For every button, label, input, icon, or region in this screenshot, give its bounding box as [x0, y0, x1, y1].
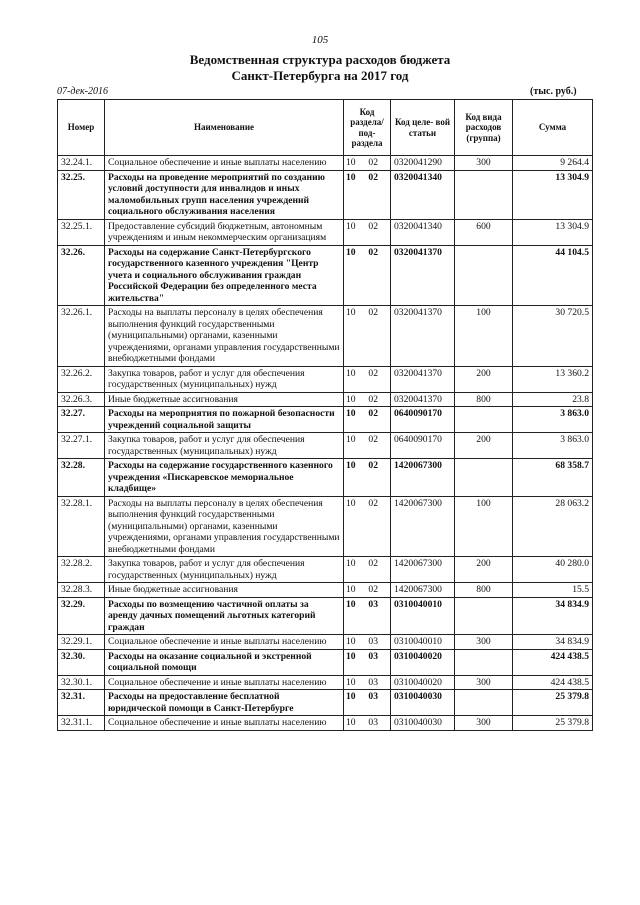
row-number: 32.26.1. [58, 306, 105, 367]
row-number: 32.27. [58, 407, 105, 433]
row-section-code [344, 366, 391, 392]
table-row [58, 716, 593, 731]
table-body [58, 156, 593, 731]
row-number: 32.24.1. [58, 156, 105, 171]
row-section-code [344, 649, 391, 675]
section-code: 10 [346, 246, 356, 258]
row-section-code [344, 170, 391, 219]
row-expense-type [455, 649, 513, 675]
row-expense-type: 800 [455, 392, 513, 407]
subsection-code: 02 [368, 460, 378, 471]
row-section-code [344, 306, 391, 367]
row-name: Социальное обеспечение и иные выплаты населению [105, 675, 344, 690]
row-sum: 3 863.0 [513, 407, 593, 433]
header-expense-type: Код вида расходов (группа) [455, 100, 513, 156]
row-target-code: 0320041370 [391, 245, 455, 306]
row-section-code [344, 690, 391, 716]
row-section-code [344, 496, 391, 557]
row-expense-type [455, 170, 513, 219]
table-row [58, 690, 593, 716]
section-code: 10 [346, 650, 356, 662]
row-sum: 30 720.5 [513, 306, 593, 367]
subsection-code: 03 [368, 676, 378, 688]
row-target-code: 0640090170 [391, 407, 455, 433]
row-sum: 40 280.0 [513, 557, 593, 583]
table-row [58, 496, 593, 557]
row-sum: 13 360.2 [513, 366, 593, 392]
row-number: 32.30.1. [58, 675, 105, 690]
row-section-code [344, 219, 391, 245]
table-row [58, 675, 593, 690]
row-name: Расходы на содержание Санкт-Петербургского государственного казенного учреждения "Центр учета и социального обслуживания граждан Российской Федерации без определенного места жительства" [105, 245, 344, 306]
row-sum: 3 863.0 [513, 433, 593, 459]
section-code: 10 [346, 367, 356, 379]
row-target-code: 0320041290 [391, 156, 455, 171]
row-name: Расходы по возмещению частичной оплаты за аренду дачных помещений льготных категорий граждан [105, 597, 344, 635]
subsection-code: 03 [368, 717, 378, 728]
table-row [58, 583, 593, 598]
row-name: Расходы на выплаты персоналу в целях обеспечения выполнения функций государственными (муниципальными) органами, казенными учреждениями, органами управления государственными внебюджетными фондами [105, 496, 344, 557]
row-number: 32.28.2. [58, 557, 105, 583]
row-name: Расходы на проведение мероприятий по созданию условий доступности для инвалидов и иных маломобильных групп населения учреждений социального обслуживания населения [105, 170, 344, 219]
row-target-code: 0320041340 [391, 219, 455, 245]
table-row [58, 219, 593, 245]
row-sum: 25 379.8 [513, 690, 593, 716]
row-target-code: 0320041370 [391, 366, 455, 392]
row-number: 32.27.1. [58, 433, 105, 459]
table-row [58, 557, 593, 583]
row-target-code: 0310040020 [391, 649, 455, 675]
row-target-code: 0310040030 [391, 716, 455, 731]
row-number: 32.31. [58, 690, 105, 716]
row-expense-type [455, 245, 513, 306]
row-name: Расходы на выплаты персоналу в целях обеспечения выполнения функций государственными (муниципальными) органами, казенными учреждениями, органами управления государственными внебюджетными фондами [105, 306, 344, 367]
subsection-code: 02 [368, 497, 378, 509]
row-number: 32.30. [58, 649, 105, 675]
table-row [58, 392, 593, 407]
row-section-code [344, 245, 391, 306]
subsection-code: 02 [368, 171, 378, 183]
row-section-code [344, 407, 391, 433]
section-code: 10 [346, 497, 356, 509]
row-expense-type: 800 [455, 583, 513, 598]
section-code: 10 [346, 691, 356, 702]
table-row [58, 635, 593, 650]
table-row [58, 649, 593, 675]
section-code: 10 [346, 717, 356, 728]
row-sum: 28 063.2 [513, 496, 593, 557]
row-expense-type: 100 [455, 496, 513, 557]
row-name: Расходы на оказание социальной и экстренной социальной помощи [105, 649, 344, 675]
table-row [58, 459, 593, 497]
row-sum: 9 264.4 [513, 156, 593, 171]
table-row [58, 433, 593, 459]
row-name: Иные бюджетные ассигнования [105, 583, 344, 598]
row-number: 32.25.1. [58, 219, 105, 245]
budget-table [57, 99, 593, 731]
row-sum: 44 104.5 [513, 245, 593, 306]
table-row [58, 306, 593, 367]
header-target-code: Код целе- вой статьи [391, 100, 455, 156]
document-title [0, 52, 640, 84]
section-code: 10 [346, 307, 356, 318]
section-code: 10 [346, 220, 356, 232]
row-name: Социальное обеспечение и иные выплаты населению [105, 635, 344, 650]
row-number: 32.26. [58, 245, 105, 306]
row-expense-type: 600 [455, 219, 513, 245]
row-sum: 13 304.9 [513, 219, 593, 245]
subsection-code: 03 [368, 598, 378, 610]
section-code: 10 [346, 598, 356, 610]
row-expense-type: 100 [455, 306, 513, 367]
row-section-code [344, 459, 391, 497]
subsection-code: 02 [368, 246, 378, 258]
title-line-2: Санкт-Петербурга на 2017 год [231, 68, 409, 83]
table-row [58, 597, 593, 635]
row-sum: 13 304.9 [513, 170, 593, 219]
subsection-code: 02 [368, 558, 378, 569]
row-expense-type [455, 407, 513, 433]
row-section-code [344, 557, 391, 583]
row-name: Иные бюджетные ассигнования [105, 392, 344, 407]
row-target-code: 0320041370 [391, 392, 455, 407]
row-sum: 15.5 [513, 583, 593, 598]
row-target-code: 0310040020 [391, 675, 455, 690]
row-expense-type [455, 597, 513, 635]
section-code: 10 [346, 460, 356, 471]
row-name: Расходы на мероприятия по пожарной безопасности учреждений социальной защиты [105, 407, 344, 433]
row-expense-type: 200 [455, 366, 513, 392]
table-header-row [58, 100, 593, 156]
row-section-code [344, 583, 391, 598]
header-number: Номер [58, 100, 105, 156]
row-target-code: 0320041370 [391, 306, 455, 367]
row-name: Социальное обеспечение и иные выплаты населению [105, 156, 344, 171]
row-target-code: 1420067300 [391, 583, 455, 598]
title-line-1: Ведомственная структура расходов бюджета [189, 52, 451, 67]
subsection-code: 02 [368, 307, 378, 318]
row-section-code [344, 597, 391, 635]
subsection-code: 03 [368, 650, 378, 662]
section-code: 10 [346, 434, 356, 445]
row-name: Расходы на содержание государственного казенного учреждения «Пискаревское мемориальное кладбище» [105, 459, 344, 497]
row-section-code [344, 433, 391, 459]
section-code: 10 [346, 157, 356, 168]
row-sum: 68 358.7 [513, 459, 593, 497]
section-code: 10 [346, 558, 356, 569]
document-date: 07-дек-2016 [57, 86, 108, 97]
section-code: 10 [346, 676, 356, 688]
row-expense-type [455, 690, 513, 716]
row-number: 32.26.3. [58, 392, 105, 407]
table-row [58, 366, 593, 392]
row-name: Закупка товаров, работ и услуг для обеспечения государственных (муниципальных) нужд [105, 433, 344, 459]
table-row [58, 245, 593, 306]
subsection-code: 02 [368, 157, 378, 168]
row-expense-type: 300 [455, 716, 513, 731]
section-code: 10 [346, 171, 356, 183]
subsection-code: 02 [368, 434, 378, 445]
row-sum: 25 379.8 [513, 716, 593, 731]
row-section-code [344, 156, 391, 171]
units-label: (тыс. руб.) [530, 86, 577, 97]
row-section-code [344, 716, 391, 731]
header-sum: Сумма [513, 100, 593, 156]
row-target-code: 0640090170 [391, 433, 455, 459]
row-expense-type [455, 459, 513, 497]
row-name: Расходы на предоставление бесплатной юридической помощи в Санкт-Петербурге [105, 690, 344, 716]
header-section-code: Код раздела/ под- раздела [344, 100, 391, 156]
row-section-code [344, 392, 391, 407]
subsection-code: 02 [368, 220, 378, 232]
page-number: 105 [311, 34, 329, 46]
row-sum: 34 834.9 [513, 635, 593, 650]
row-number: 32.26.2. [58, 366, 105, 392]
row-sum: 424 438.5 [513, 649, 593, 675]
section-code: 10 [346, 636, 356, 647]
row-expense-type: 300 [455, 675, 513, 690]
row-target-code: 0310040010 [391, 635, 455, 650]
table-row [58, 170, 593, 219]
row-target-code: 1420067300 [391, 459, 455, 497]
row-target-code: 1420067300 [391, 496, 455, 557]
row-name: Предоставление субсидий бюджетным, автономным учреждениям и иным некоммерческим организациям [105, 219, 344, 245]
table-row [58, 407, 593, 433]
row-name: Закупка товаров, работ и услуг для обеспечения государственных (муниципальных) нужд [105, 557, 344, 583]
row-number: 32.28.1. [58, 496, 105, 557]
row-target-code: 0310040030 [391, 690, 455, 716]
row-number: 32.25. [58, 170, 105, 219]
row-target-code: 1420067300 [391, 557, 455, 583]
row-name: Социальное обеспечение и иные выплаты населению [105, 716, 344, 731]
row-sum: 23.8 [513, 392, 593, 407]
row-expense-type: 200 [455, 433, 513, 459]
row-number: 32.28. [58, 459, 105, 497]
row-number: 32.28.3. [58, 583, 105, 598]
subsection-code: 03 [368, 636, 378, 647]
subsection-code: 02 [368, 584, 378, 595]
section-code: 10 [346, 393, 356, 405]
section-code: 10 [346, 584, 356, 595]
header-name: Наименование [105, 100, 344, 156]
row-expense-type: 300 [455, 156, 513, 171]
subsection-code: 02 [368, 408, 378, 419]
row-name: Закупка товаров, работ и услуг для обеспечения государственных (муниципальных) нужд [105, 366, 344, 392]
section-code: 10 [346, 408, 356, 419]
row-number: 32.29.1. [58, 635, 105, 650]
row-section-code [344, 635, 391, 650]
subsection-code: 03 [368, 691, 378, 702]
row-number: 32.31.1. [58, 716, 105, 731]
subsection-code: 02 [368, 367, 378, 379]
row-target-code: 0310040010 [391, 597, 455, 635]
row-number: 32.29. [58, 597, 105, 635]
row-expense-type: 200 [455, 557, 513, 583]
row-target-code: 0320041340 [391, 170, 455, 219]
row-sum: 34 834.9 [513, 597, 593, 635]
table-row [58, 156, 593, 171]
row-sum: 424 438.5 [513, 675, 593, 690]
row-expense-type: 300 [455, 635, 513, 650]
row-section-code [344, 675, 391, 690]
subsection-code: 02 [368, 393, 378, 405]
